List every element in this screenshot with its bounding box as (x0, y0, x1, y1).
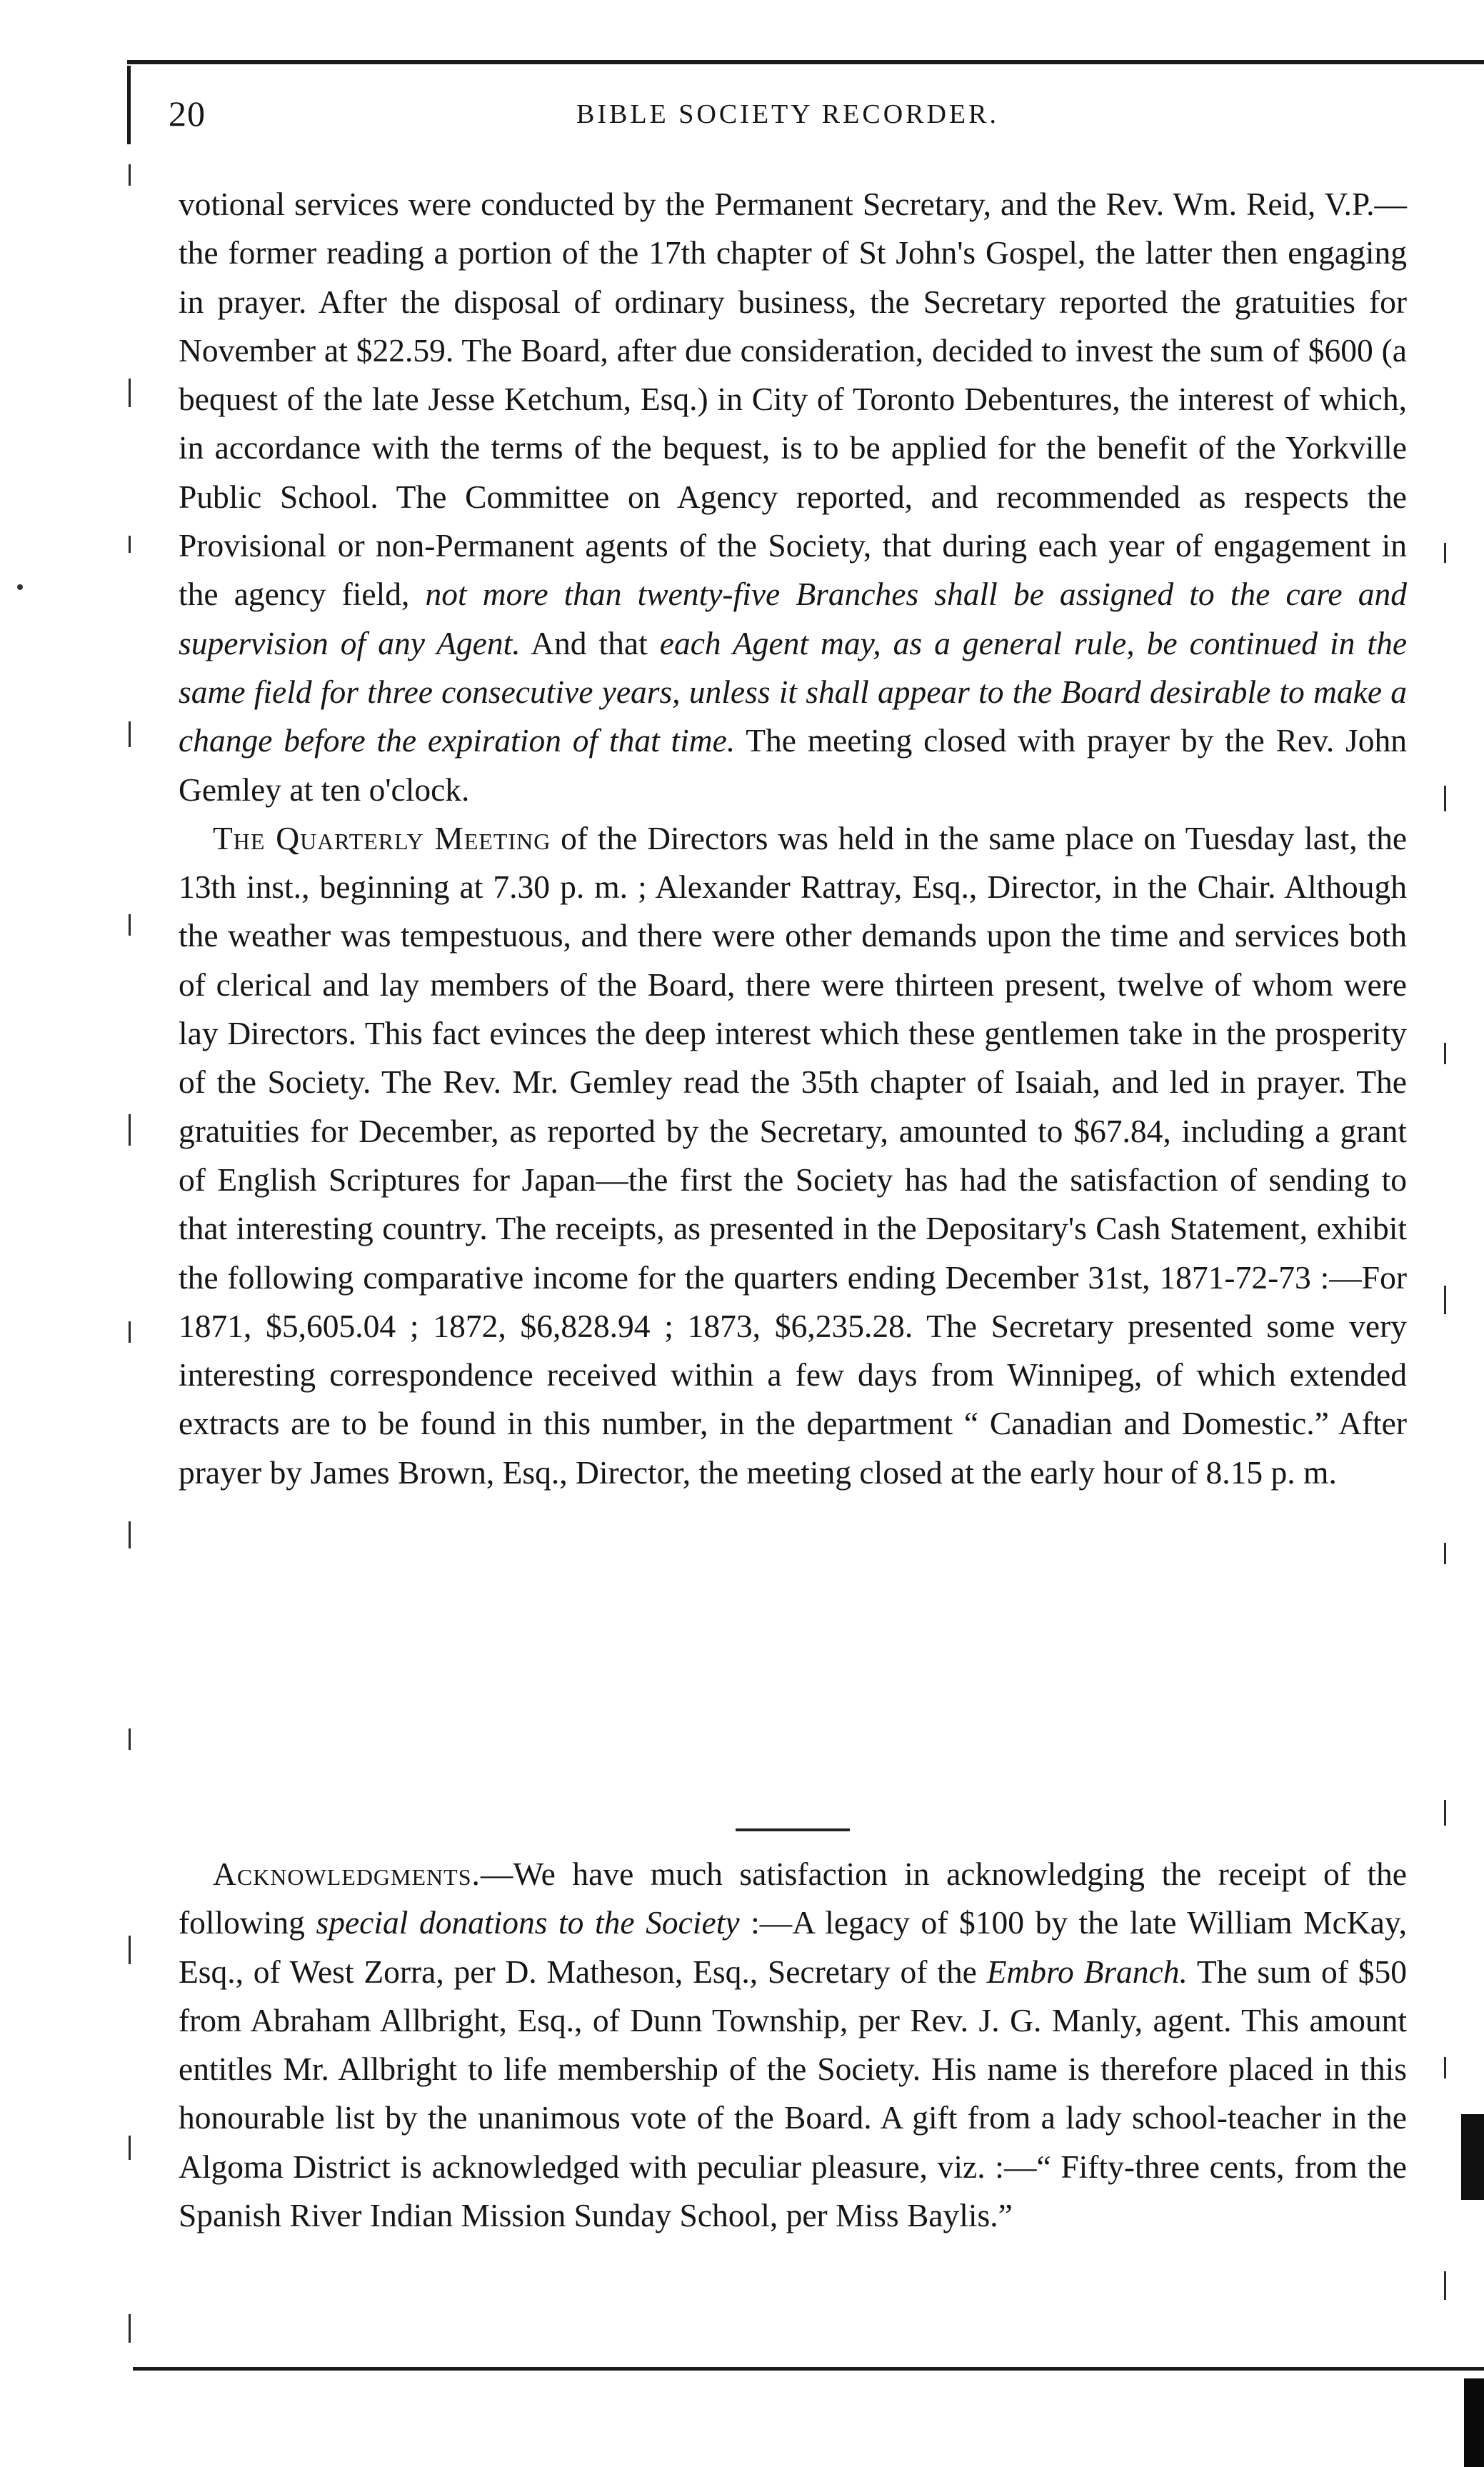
left-margin-bar (127, 66, 131, 144)
paragraph-text: :—A legacy of $100 by the late William McKay, Esq., of West Zorra, per D. Matheson, Esq., Secretary of the (179, 1904, 1407, 1990)
scan-edge-shadow-upper (1461, 2114, 1484, 2200)
acknowledgments-section (179, 1850, 1407, 2240)
paragraph-text: —We have much satisfaction in acknowledging the receipt of the following (179, 1856, 1407, 1941)
paragraph-text: The meeting closed with prayer by the Rev. John Gemley at ten o'clock. (179, 722, 1407, 808)
page-header (169, 93, 1407, 150)
paragraph-quarterly-meeting (179, 814, 1407, 1497)
paragraph-board-meeting (179, 180, 1407, 814)
scan-speck (17, 584, 23, 590)
paragraph-text: votional services were conducted by the Permanent Secretary, and the Rev. Wm. Reid, V.P.—the former reading a portion of the 17th chapter of St John's Gospel, the latter then engaging in prayer. After the disposal of ordinary business, the Secretary reported the gratuities for November at $22.59. The Board, after due consideration, decided to invest the sum of $600 (a bequest of the late Jesse Ketchum, Esq.) in City of Toronto Debentures, the interest of which, in accordance with the terms of the bequest, is to be applied for the benefit of the Yorkville Public School. The Committee on Agency reported, and recommended as respects the Provisional or non-Permanent agents of the Society, that during each year of engagement in the agency field, (179, 186, 1407, 613)
paragraph-text: And that (520, 624, 660, 661)
bottom-rule (133, 2367, 1484, 2371)
page-number: 20 (169, 94, 206, 134)
paragraph-text: The sum of $50 from Abraham Allbright, Esq., of Dunn Township, per Rev. J. G. Manly, agent. This amount entitles Mr. Allbright to life membership of the Society. His name is therefore placed in this honourable list by the unanimous vote of the Board. A gift from a lady school-teacher in the Algoma District is acknowledged with peculiar pleasure, viz. :—“ Fifty-three cents, from the Spanish River Indian Mission Sunday School, per Miss Baylis.” (179, 1953, 1407, 2234)
italic-special-donations: special donations to the Society (316, 1904, 740, 1941)
top-rule (127, 60, 1484, 64)
scan-edge-shadow (1464, 2378, 1484, 2467)
left-margin-marks (127, 164, 133, 2357)
paragraph-acknowledgments (179, 1850, 1407, 2240)
italic-embro-branch: Embro Branch. (986, 1953, 1188, 1990)
paragraph-lead-smallcaps: The Quarterly Meeting (213, 819, 551, 856)
article-body (179, 180, 1407, 1497)
running-head: BIBLE SOCIETY RECORDER. (576, 99, 999, 129)
paragraph-text: of the Directors was held in the same place on Tuesday last, the 13th inst., beginning at 7.30 p. m. ; Alexander Rattray, Esq., Director, in the Chair. Although the weather was tempestuous, and there were other demands upon the time and services both of clerical and lay members of the Board, there were thirteen present, twelve of whom were lay Directors. This fact evinces the deep interest which these gentlemen take in the prosperity of the Society. The Rev. Mr. Gemley read the 35th chapter of Isaiah, and led in prayer. The gratuities for December, as reported by the Secretary, amounted to $67.84, including a grant of English Scriptures for Japan—the first the Society has had the satisfaction of sending to that interesting country. The receipts, as presented in the Depositary's Cash Statement, exhibit the following comparative income for the quarters ending December 31st, 1871-72-73 :—For 1871, $5,605.04 ; 1872, $6,828.94 ; 1873, $6,235.28. The Secretary presented some very interesting correspondence received within a few days from Winnipeg, of which extended extracts are to be found in this number, in the department “ Canadian and Domestic.” After prayer by James Brown, Esq., Director, the meeting closed at the early hour of 8.15 p. m. (179, 819, 1408, 1491)
italic-resolution-branches: not more than twenty-five Branches shall be assigned to the care and supervision of any Agent. (179, 576, 1407, 661)
section-divider (736, 1828, 850, 1831)
paragraph-lead-smallcaps: Acknowledgments. (213, 1856, 481, 1892)
right-margin-marks (1443, 500, 1448, 2336)
italic-resolution-agents: each Agent may, as a general rule, be continued in the same field for three consecutive years, unless it shall appear to the Board desirable to make a change before the expiration of that time. (179, 624, 1408, 759)
